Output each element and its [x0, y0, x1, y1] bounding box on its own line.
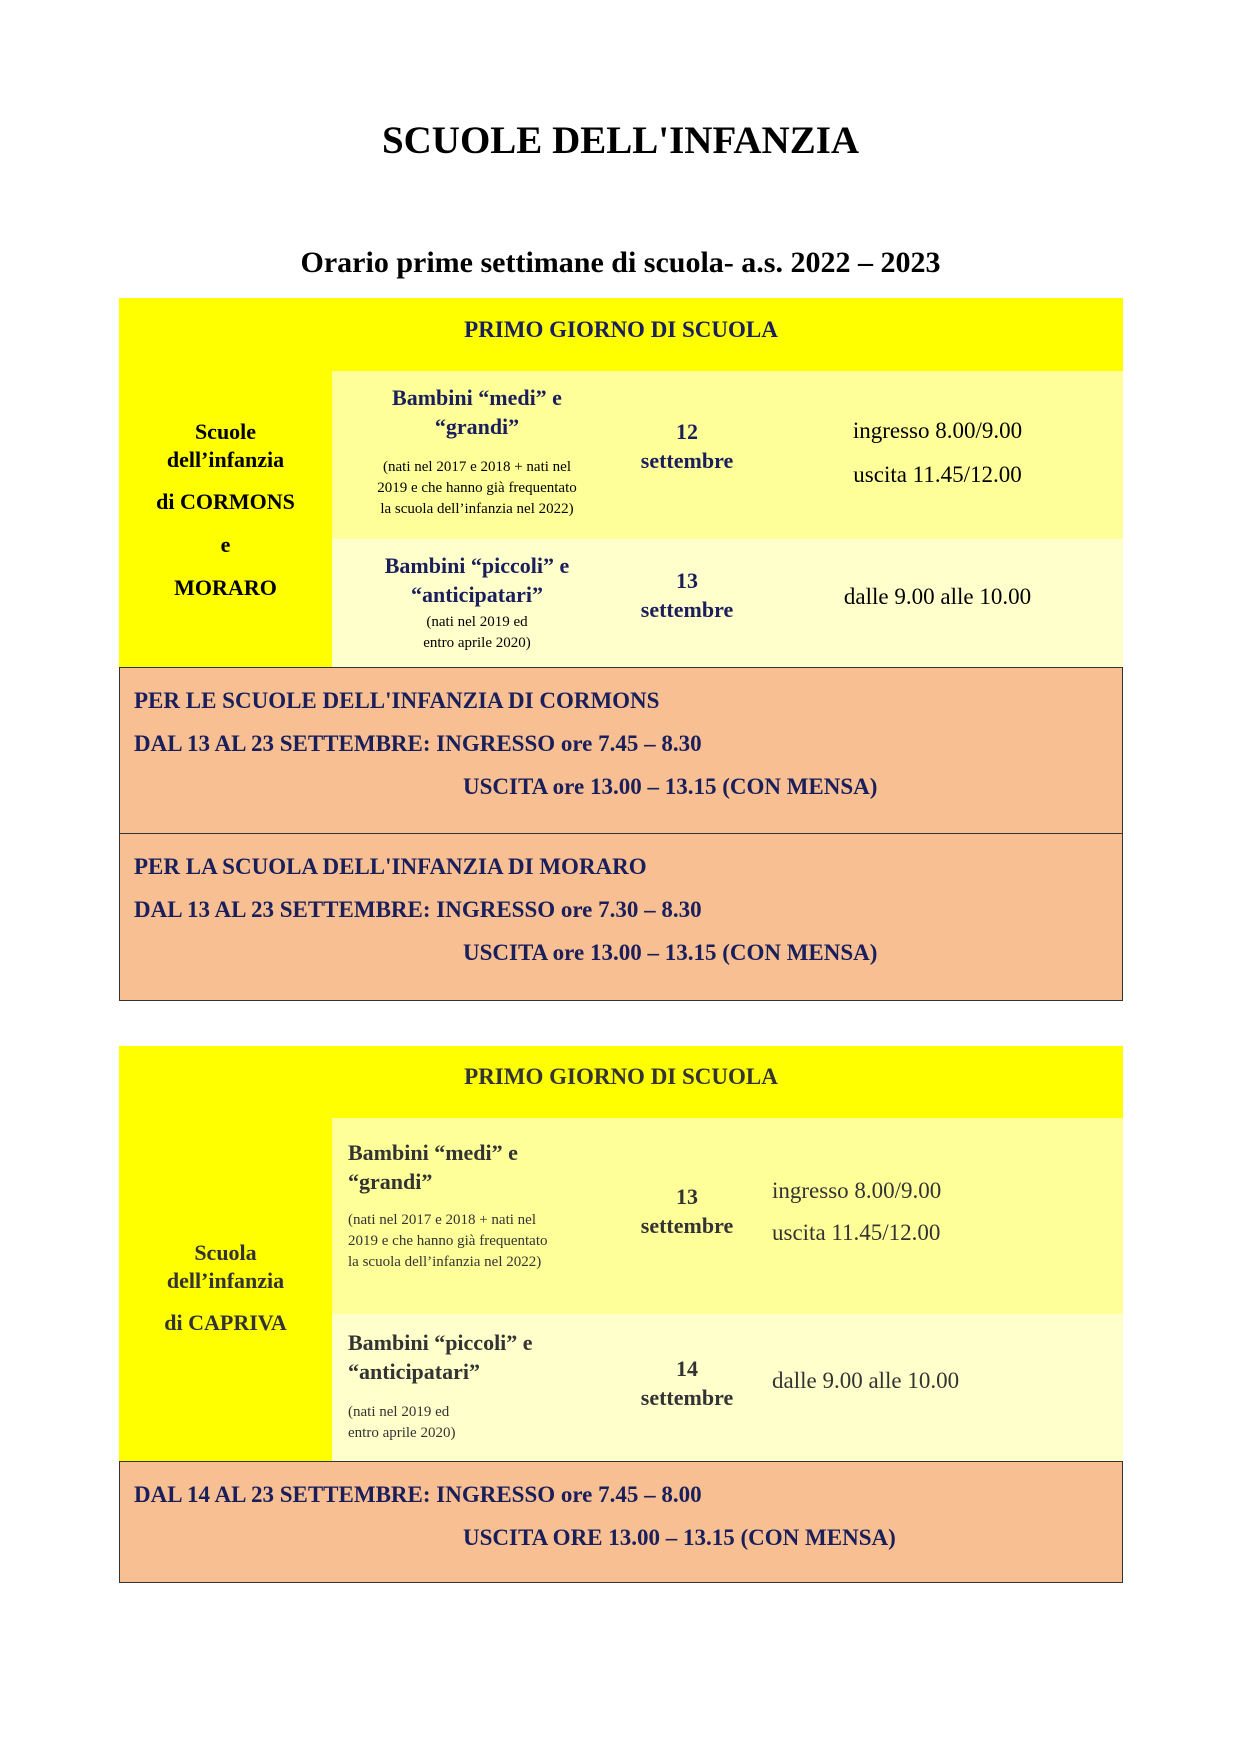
info-entry-hours: DAL 13 AL 23 SETTEMBRE: INGRESSO ore 7.30 – 8.30	[134, 897, 702, 922]
birth-note	[332, 612, 622, 654]
exit-time: uscita 11.45/12.00	[853, 462, 1022, 487]
birth-note	[348, 1210, 618, 1273]
info-entry-hours: DAL 13 AL 23 SETTEMBRE: INGRESSO ore 7.45 – 8.30	[134, 731, 702, 756]
start-date	[622, 566, 752, 624]
school-name-line: di CAPRIVA	[164, 1310, 287, 1335]
children-group	[348, 1138, 618, 1196]
children-group-line: “grandi”	[348, 1169, 433, 1194]
children-group	[348, 1328, 618, 1386]
birth-note-line: (nati nel 2017 e 2018 + nati nel	[383, 459, 571, 475]
birth-note-line: la scuola dell’infanzia nel 2022)	[348, 1254, 542, 1270]
start-date	[622, 417, 752, 475]
children-group-line: Bambini “piccoli” e	[384, 553, 570, 578]
entry-exit-times	[772, 1170, 1112, 1254]
children-group-line: “grandi”	[434, 414, 520, 439]
info-entry-hours: DAL 14 AL 23 SETTEMBRE: INGRESSO ore 7.45 – 8.00	[134, 1482, 702, 1507]
first-day-header-label: PRIMO GIORNO DI SCUOLA	[464, 1064, 778, 1089]
school-name-cell	[119, 1118, 332, 1461]
page-subtitle: Orario prime settimane di scuola- a.s. 2022 – 2023	[300, 246, 941, 279]
capriva-table	[119, 1046, 1123, 1580]
school-name-line: MORARO	[174, 575, 277, 600]
school-name-line: dell’infanzia	[166, 1268, 285, 1293]
children-group-line: “anticipatari”	[348, 1359, 480, 1384]
schedule-row	[332, 539, 1123, 667]
start-date-month: settembre	[640, 1385, 734, 1410]
birth-note-line: (nati nel 2019 ed	[348, 1404, 450, 1420]
school-name-line: Scuole	[194, 419, 257, 444]
birth-note-line: (nati nel 2017 e 2018 + nati nel	[348, 1212, 536, 1228]
start-date-day: 13	[676, 568, 698, 593]
start-date	[622, 1354, 752, 1412]
children-group-line: “anticipatari”	[411, 582, 543, 607]
start-date	[622, 1182, 752, 1240]
birth-note-line: entro aprile 2020)	[423, 635, 531, 651]
children-group-line: Bambini “medi” e	[392, 385, 562, 410]
start-date-day: 14	[676, 1356, 698, 1381]
birth-note	[348, 1402, 618, 1444]
info-exit-hours: USCITA ore 13.00 – 13.15 (CON MENSA)	[463, 940, 878, 965]
first-day-header	[119, 298, 1123, 371]
birth-note-line: 2019 e che hanno già frequentato	[348, 1233, 548, 1249]
school-name-line: e	[220, 532, 231, 557]
schedule-row	[332, 371, 1123, 539]
cormons-moraro-table	[119, 298, 1123, 1000]
entry-exit-times	[752, 409, 1123, 497]
info-exit-hours: USCITA ORE 13.00 – 13.15 (CON MENSA)	[463, 1525, 896, 1550]
children-group	[332, 383, 622, 441]
birth-note-line: la scuola dell’infanzia nel 2022)	[380, 501, 574, 517]
entry-time: ingresso 8.00/9.00	[852, 418, 1023, 443]
start-date-month: settembre	[640, 597, 734, 622]
info-heading: PER LE SCUOLE DELL'INFANZIA DI CORMONS	[134, 688, 660, 713]
entry-time: ingresso 8.00/9.00	[772, 1178, 942, 1203]
first-day-header-label: PRIMO GIORNO DI SCUOLA	[464, 317, 778, 342]
entry-exit-times	[772, 1366, 1112, 1395]
school-name-line: dell’infanzia	[166, 447, 285, 472]
start-date-day: 12	[676, 419, 698, 444]
birth-note-line: (nati nel 2019 ed	[426, 614, 528, 630]
entry-time: dalle 9.00 alle 10.00	[843, 584, 1032, 609]
school-name-line: Scuola	[194, 1240, 257, 1265]
entry-time: dalle 9.00 alle 10.00	[772, 1368, 960, 1393]
moraro-schedule-box	[119, 833, 1123, 1001]
birth-note-line: 2019 e che hanno già frequentato	[377, 480, 577, 496]
entry-exit-times	[752, 582, 1123, 611]
schedule-row	[332, 1314, 1123, 1461]
schedule-row	[332, 1118, 1123, 1314]
capriva-schedule-box	[119, 1461, 1123, 1583]
children-group-line: Bambini “piccoli” e	[348, 1330, 533, 1355]
start-date-month: settembre	[640, 448, 734, 473]
birth-note	[332, 457, 622, 520]
page-title: SCUOLE DELL'INFANZIA	[381, 119, 860, 162]
start-date-month: settembre	[640, 1213, 734, 1238]
info-exit-hours: USCITA ore 13.00 – 13.15 (CON MENSA)	[463, 774, 878, 799]
info-heading: PER LA SCUOLA DELL'INFANZIA DI MORARO	[134, 854, 647, 879]
school-name-cell	[119, 371, 332, 667]
birth-note-line: entro aprile 2020)	[348, 1425, 456, 1441]
first-day-header	[119, 1046, 1123, 1118]
school-name-line: di CORMONS	[156, 489, 295, 514]
children-group-line: Bambini “medi” e	[348, 1140, 518, 1165]
children-group	[332, 551, 622, 609]
cormons-schedule-box	[119, 667, 1123, 835]
exit-time: uscita 11.45/12.00	[772, 1220, 941, 1245]
start-date-day: 13	[676, 1184, 698, 1209]
